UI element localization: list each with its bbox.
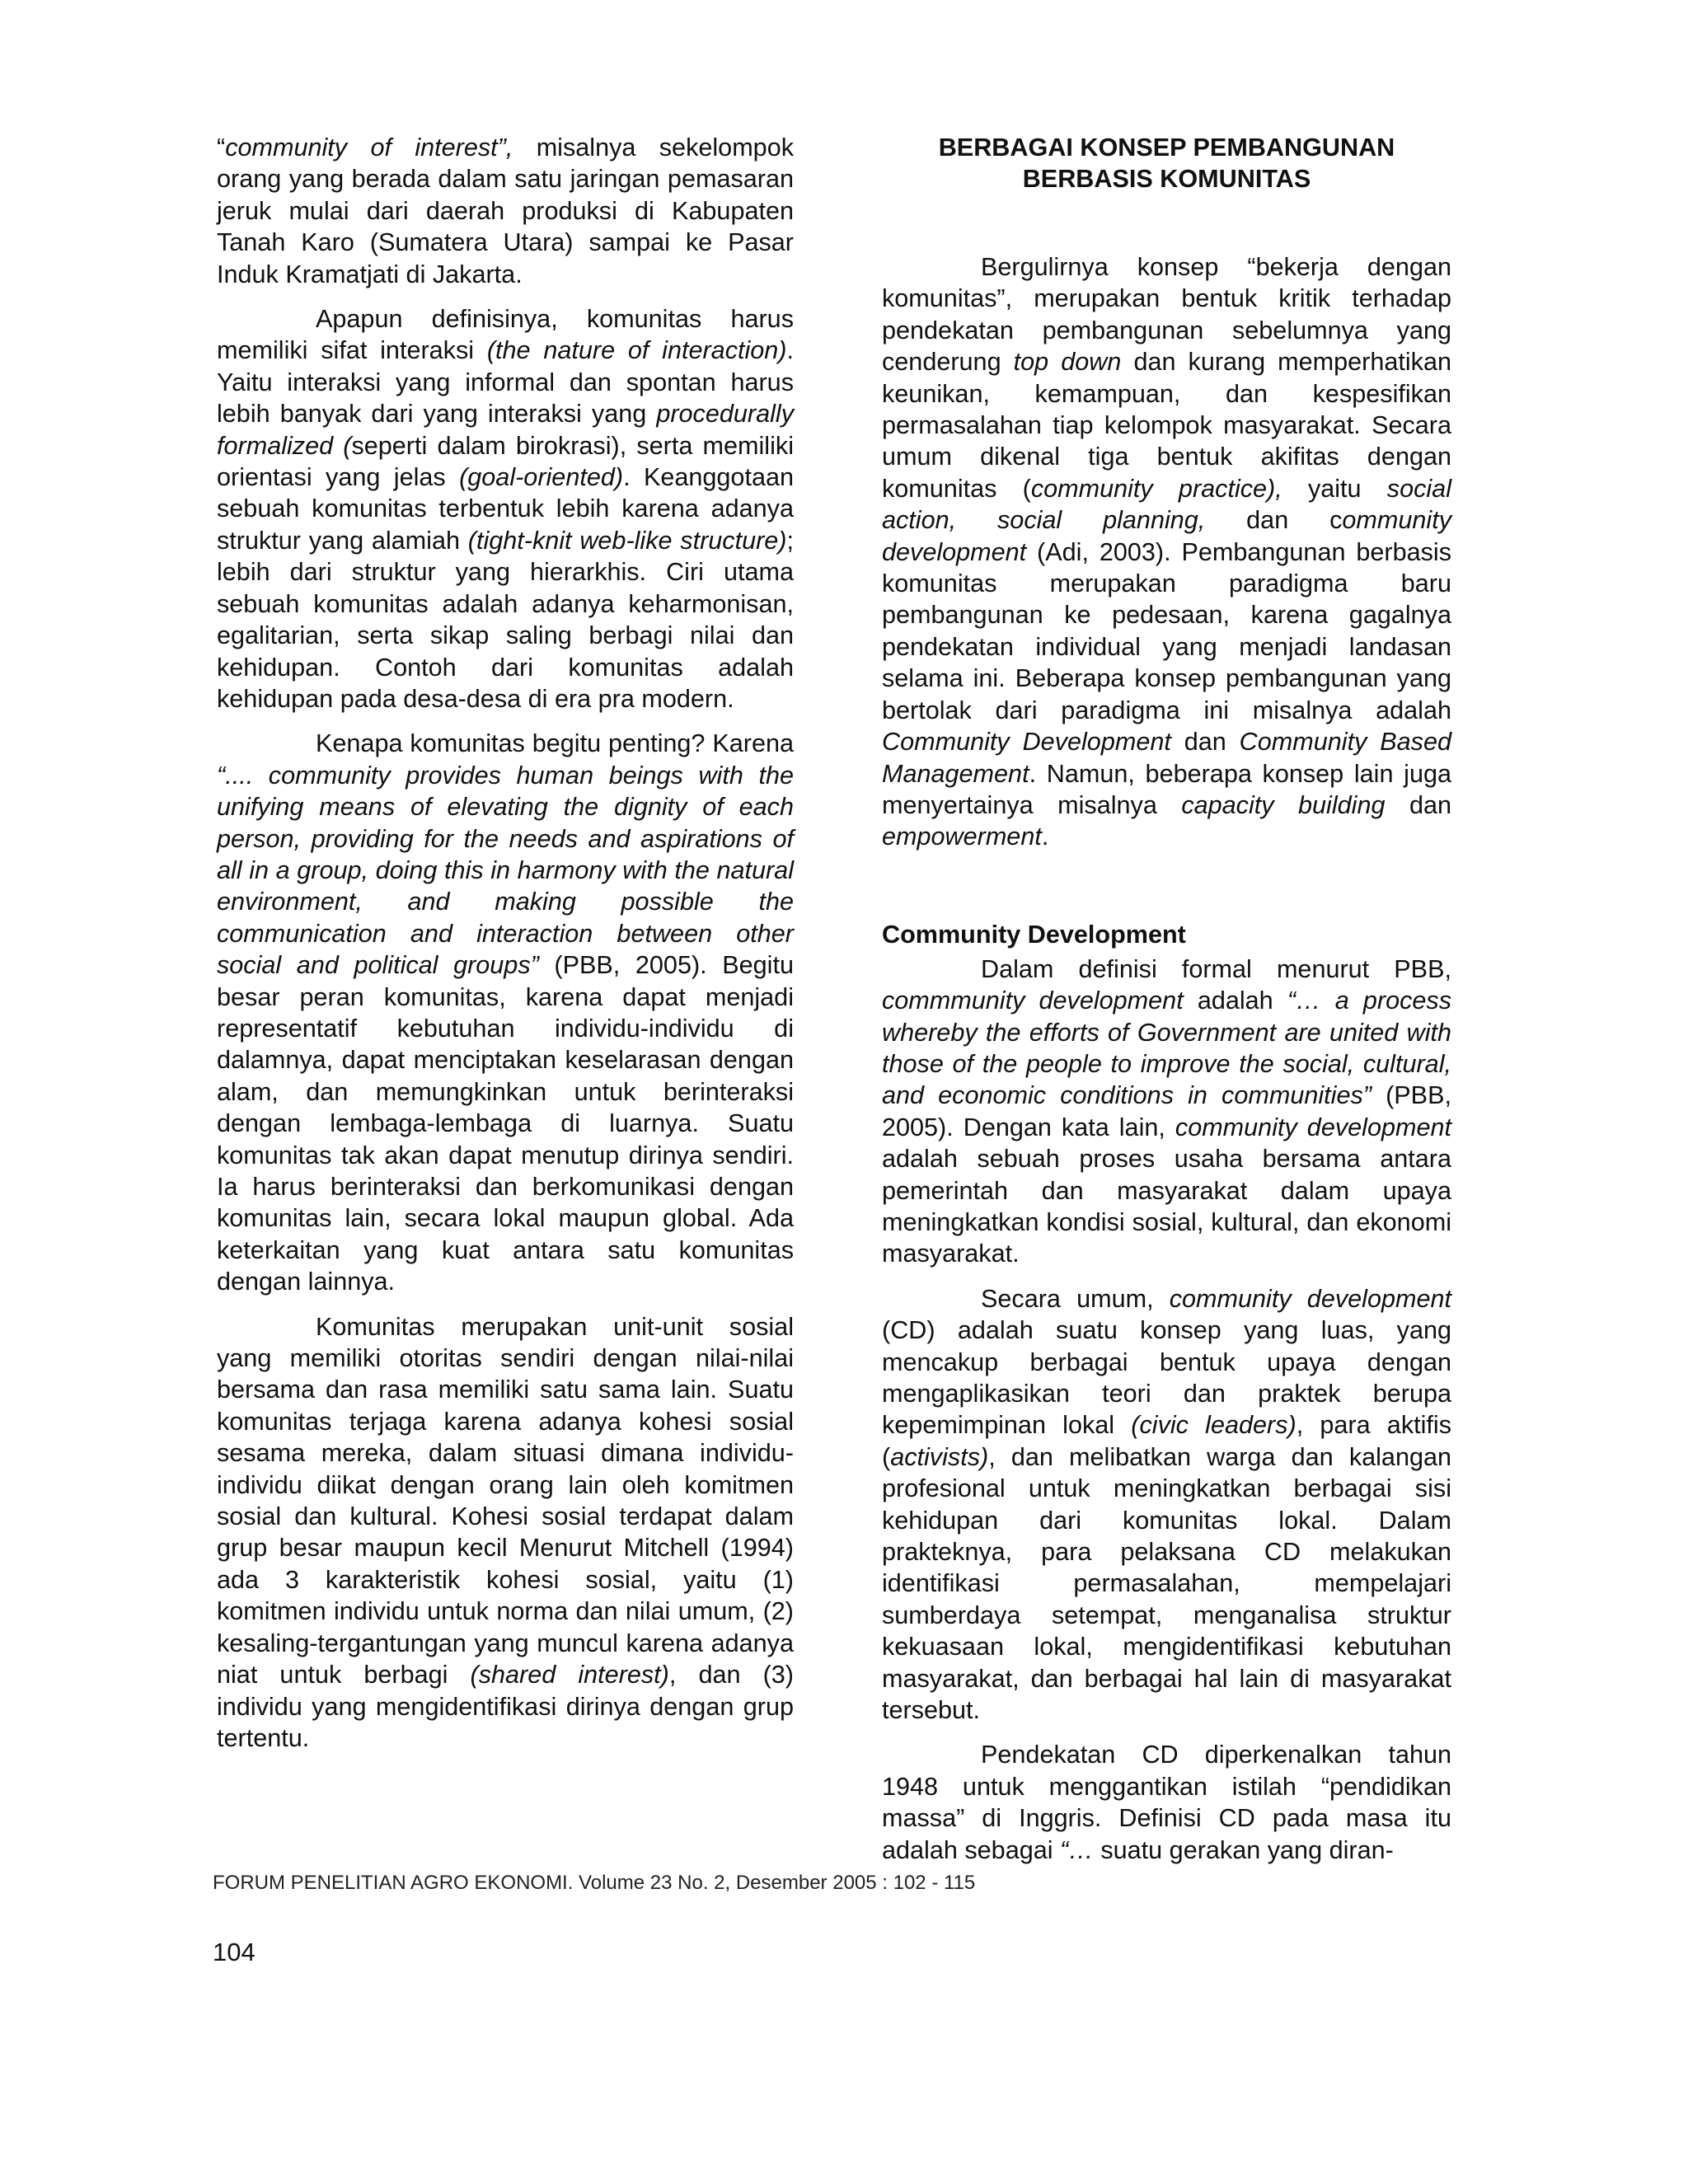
italic-span: community development	[1169, 1284, 1451, 1313]
italic-quote: “… a process whereby the efforts of Government are united with those of the people to improve the social, cultural, and economic conditions in communities”	[882, 987, 1451, 1110]
text-span: suatu gerakan yang diran-	[1093, 1835, 1394, 1864]
text-span: Pendekatan CD diperkenalkan tahun 1948 untuk menggantikan istilah “pendidikan massa” di Inggris. Definisi CD pada masa itu adalah sebagai	[882, 1741, 1451, 1864]
paragraph	[217, 728, 794, 1297]
paragraph	[882, 1283, 1451, 1727]
text-span: dan c	[1205, 506, 1343, 535]
text-span: adalah sebuah proses usaha bersama antara pemerintah dan masyarakat dalam upaya meningkatkan kondisi sosial, kultural, dan ekonomi masyarakat.	[882, 1145, 1451, 1268]
italic-span: ommunity development	[882, 506, 1451, 566]
paragraph	[217, 303, 794, 715]
text-span: Dalam definisi formal menurut PBB,	[981, 954, 1451, 983]
journal-footer: FORUM PENELITIAN AGRO EKONOMI. Volume 23 No. 2, Desember 2005 : 102 - 115	[213, 1872, 976, 1894]
text-span: dan	[1385, 790, 1451, 819]
italic-span: “…	[1060, 1835, 1094, 1864]
text-span: “	[217, 134, 226, 162]
right-column	[882, 132, 1451, 1879]
italic-span: (shared interest)	[470, 1661, 669, 1690]
text-span: (Adi, 2003). Pembangunan berbasis komunitas merupakan paradigma baru pembangunan ke pedesaan, karena gagalnya pendekatan individual yang menjadi landasan selama ini. Beberapa konsep pembangunan yang bertolak dari paradigma ini misalnya adalah	[882, 537, 1451, 724]
italic-span: Community Development	[882, 728, 1171, 757]
italic-span: activists)	[890, 1442, 989, 1471]
italic-span: (civic leaders)	[1131, 1411, 1296, 1440]
text-span: (PBB, 2005). Dengan kata lain,	[882, 1081, 1451, 1141]
text-span: Secara umum,	[981, 1284, 1170, 1313]
text-span: , para aktifis (	[882, 1411, 1452, 1471]
italic-span: (the nature of interaction)	[486, 336, 787, 365]
paragraph	[882, 954, 1451, 1270]
text-span: Komunitas merupakan unit-unit sosial yang memiliki otoritas sendiri dengan nilai-nilai bersama dan rasa memiliki satu sama lain. Suatu komunitas terjaga karena adanya kohesi sosial sesama mereka, dalam situasi dimana individu-individu diikat dengan orang lain oleh komitmen sosial dan kultural. Kohesi sosial terdapat dalam grup besar maupun kecil Menurut Mitchell (1994) ada 3 karakteristik kohesi sosial, yaitu (1) komitmen individu untuk norma dan nilai umum, (2) kesaling-tergantungan yang muncul karena adanya niat untuk berbagi	[217, 1312, 794, 1690]
text-span: misalnya sekelompok orang yang berada dalam satu jaringan pemasaran jeruk mulai dari daerah produksi di Kabupaten Tanah Karo (Sumatera Utara) sampai ke Pasar Induk Kramatjati di Jakarta.	[217, 134, 795, 288]
text-span: . Keanggotaan sebuah komunitas terbentuk lebih karena adanya struktur yang alamiah	[217, 463, 794, 555]
italic-span: Community Based Management	[882, 728, 1452, 788]
italic-span: capacity building	[1181, 790, 1386, 819]
italic-span: community development	[1175, 1113, 1451, 1141]
text-span: dan	[1170, 728, 1240, 757]
section-title-line: BERBASIS KOMUNITAS	[1022, 165, 1311, 193]
section-title-line: BERBAGAI KONSEP PEMBANGUNAN	[938, 134, 1395, 162]
italic-span: commmunity development	[882, 987, 1184, 1015]
text-span: (CD) adalah suatu konsep yang luas, yang mencakup berbagai bentuk upaya dengan mengaplikasikan teori dan praktek berupa kepemimpinan lokal	[882, 1316, 1451, 1440]
text-span: Bergulirnya konsep “bekerja dengan komunitas”, merupakan bentuk kritik terhadap pendekatan pembangunan sebelumnya yang cenderung	[882, 253, 1451, 377]
italic-span: (goal-oriented)	[459, 463, 624, 492]
section-title	[882, 132, 1451, 194]
italic-span: community practice),	[1030, 474, 1282, 503]
italic-span: social action, social planning,	[882, 474, 1451, 535]
paragraph	[882, 251, 1451, 853]
page-number: 104	[213, 1938, 256, 1966]
text-span: , dan (3) individu yang mengidentifikasi dirinya dengan grup tertentu.	[217, 1661, 794, 1752]
subheading: Community Development	[882, 920, 1186, 949]
text-span: seperti dalam birokrasi), serta memiliki orientasi yang jelas	[217, 431, 794, 492]
text-span: adalah	[1183, 987, 1287, 1015]
paragraph	[882, 1739, 1451, 1866]
text-span: (PBB, 2005). Begitu besar peran komunitas, karena dapat menjadi representatif kebutuhan individu-individu di dalamnya, dapat menciptakan keselarasan dengan alam, dan memungkinkan untuk berinteraksi dengan lembaga-lembaga di luarnya. Suatu komunitas tak akan dapat menutup dirinya sendiri. Ia harus berinteraksi dan berkomunikasi dengan komunitas lain, secara lokal maupun global. Ada keterkaitan yang kuat antara satu komunitas dengan lainnya.	[217, 951, 794, 1296]
paragraph	[217, 1311, 794, 1755]
italic-quote: “.... community provides human beings with the unifying means of elevating the dignity of each person, providing for the needs and aspirations of all in a group, doing this in harmony with the natural environment, and making possible the communication and interaction between other social and political groups”	[217, 761, 794, 980]
paragraph	[217, 132, 794, 290]
text-span: , dan melibatkan warga dan kalangan profesional untuk meningkatkan berbagai sisi kehidupan dari komunitas lokal. Dalam prakteknya, para pelaksana CD melakukan identifikasi permasalahan, mempelajari sumberdaya setempat, menganalisa struktur kekuasaan lokal, mengidentifikasi kebutuhan masyarakat, dan berbagai hal lain di masyarakat tersebut.	[882, 1442, 1451, 1725]
text-span: ; lebih dari struktur yang hierarkhis. Ciri utama sebuah komunitas adalah adanya keharmonisan, egalitarian, serta sikap saling berbagi nilai dan kehidupan. Contoh dari komunitas adalah kehidupan pada desa-desa di era pra modern.	[217, 526, 794, 713]
text-span: . Yaitu interaksi yang informal dan spontan harus lebih banyak dari yang interaksi yang	[217, 336, 794, 429]
italic-span: community of interest”,	[225, 134, 513, 162]
italic-span: top down	[1013, 348, 1122, 377]
italic-span: (tight-knit web-like structure)	[467, 526, 787, 555]
text-span: . Namun, beberapa konsep lain juga menyertainya misalnya	[882, 759, 1451, 819]
text-span: yaitu	[1282, 474, 1387, 503]
italic-span: empowerment	[882, 823, 1042, 851]
left-column	[217, 132, 794, 1767]
italic-span: procedurally formalized (	[217, 400, 794, 460]
text-span: .	[1041, 823, 1049, 851]
text-span: dan kurang memperhatikan keunikan, kemampuan, dan kespesifikan permasalahan tiap kelompok masyarakat. Secara umum dikenal tiga bentuk akifitas dengan komunitas (	[882, 348, 1452, 503]
text-span: Kenapa komunitas begitu penting? Karena	[316, 729, 794, 758]
text-span: Apapun definisinya, komunitas harus memiliki sifat interaksi	[217, 305, 794, 365]
